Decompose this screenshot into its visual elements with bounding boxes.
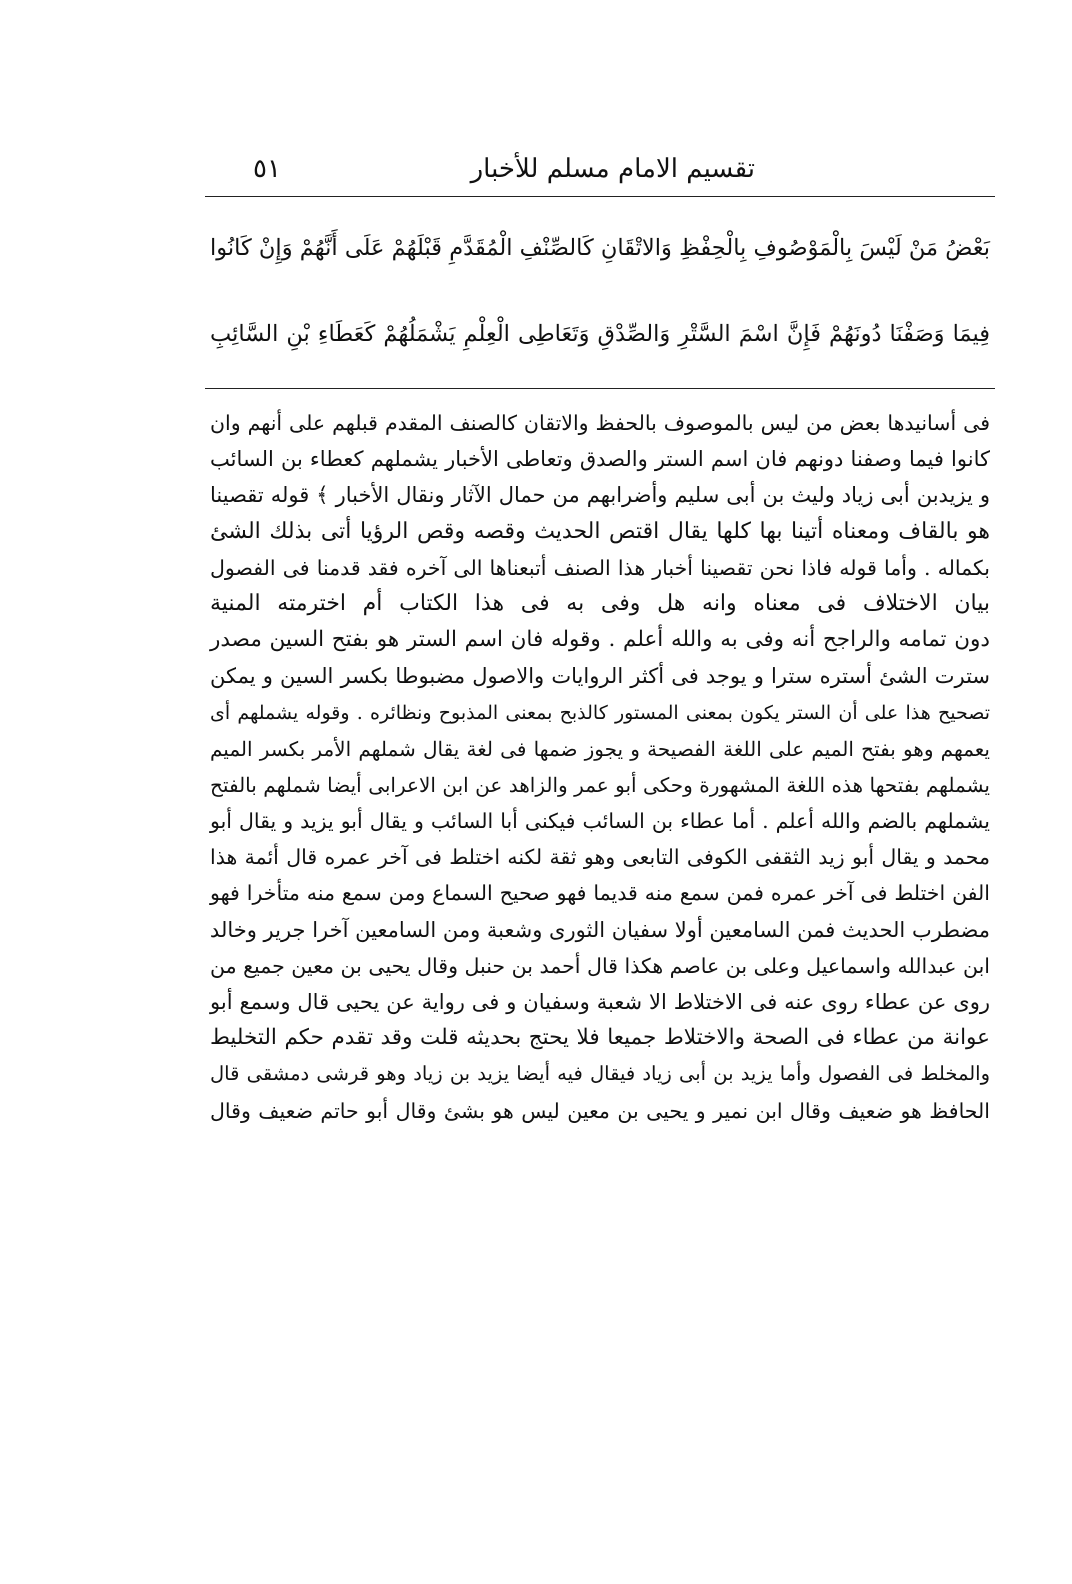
separator-rule: [205, 388, 995, 389]
commentary-line: دون تمامه والراجح أنه وفى به والله أعلم . وقوله فان اسم الستر هو بفتح السين مصدر: [210, 627, 990, 653]
main-text: [210, 208, 990, 380]
commentary-line: عوانة من عطاء فى الصحة والاختلاط جميعا فلا يحتج بحديثه قلت وقد تقدم حكم التخليط: [210, 1025, 990, 1051]
commentary-text: [210, 405, 990, 1129]
running-title: تقسيم الامام مسلم للأخبار: [470, 154, 755, 184]
commentary-line: مضطرب الحديث فمن السامعين أولا سفيان الثورى وشعبة ومن السامعين آخرا جرير وخالد: [209, 917, 990, 942]
commentary-line: الفن اختلط فى آخر عمره فمن سمع منه قديما فهو صحيح السماع ومن سمع منه متأخرا فهو: [210, 881, 990, 906]
commentary-line: سترت الشئ أستره سترا و يوجد فى أكثر الروايات والاصول مضبوطا بكسر السين و يمكن: [210, 664, 990, 689]
commentary-line: يعمهم وهو بفتح الميم على اللغة الفصيحة و يجوز ضمها فى لغة يقال شملهم الأمر بكسر الميم: [210, 736, 990, 761]
main-text-line: فِيمَا وَصَفْنَا دُونَهُمْ فَإِنَّ اسْمَ السَّتْرِ وَالصِّدْقِ وَتَعَاطِى الْعِلْمِ يَشْمَلُهُمْ كَعَطَاءِ بْنِ السَّائِبِ: [210, 321, 990, 347]
commentary-line: والمخلط فى الفصول وأما يزيد بن أبى زياد فيقال فيه أيضا يزيد بن زياد وهو قرشى دمشقى قال: [210, 1062, 990, 1086]
commentary-line: يشملهم بالضم والله أعلم . أما عطاء بن السائب فيكنى أبا السائب و يقال أبو يزيد و يقال أبو: [210, 809, 990, 834]
commentary-line: تصحيح هذا على أن الستر يكون بمعنى المستور كالذبح بمعنى المذبوح ونظائره . وقوله يشملهم أى: [210, 701, 990, 724]
commentary-line: الحافظ هو ضعيف وقال ابن نمير و يحيى بن معين ليس هو بشئ وقال أبو حاتم ضعيف وقال: [210, 1098, 990, 1123]
commentary-line: ابن عبدالله واسماعيل وعلى بن عاصم هكذا قال أحمد بن حنبل وقال يحيى بن معين جميع من: [210, 953, 990, 978]
commentary-line: هو بالقاف ومعناه أتينا بها كلها يقال اقتص الحديث وقصه وقص الرؤيا أتى بذلك الشئ: [210, 518, 990, 544]
commentary-line: بيان الاختلاف فى معناه وانه هل وفى به فى هذا الكتاب أم اخترمته المنية: [210, 590, 990, 616]
commentary-line: و يزيدبن أبى زياد وليث بن أبى سليم وأضرابهم من حمال الآثار ونقال الأخبار ﴾ قوله تقصينا: [210, 483, 990, 508]
commentary-line: بكماله . وأما قوله فاذا نحن تقصينا أخبار هذا الصنف أتبعناها الى آخره فقد قدمنا فى الفصول: [210, 555, 990, 580]
commentary-line: روى عن عطاء روى عنه فى الاختلاط الا شعبة وسفيان و فى رواية عن يحيى قال وسمع أبو: [210, 990, 990, 1014]
commentary-line: كانوا فيما وصفنا دونهم فان اسم الستر والصدق وتعاطى الأخبار يشملهم كعطاء بن السائب: [210, 447, 990, 472]
commentary-line: محمد و يقال أبو زيد الثقفى الكوفى التابعى وهو ثقة لكنه اختلط فى آخر عمره قال أئمة هذا: [210, 845, 990, 870]
header-rule: [205, 196, 995, 197]
page-number: ٥١: [253, 154, 281, 184]
running-header: [205, 150, 995, 192]
commentary-line: يشملهم بفتحها هذه اللغة المشهورة وحكى أبو عمر والزاهد عن ابن الاعرابى أيضا شملهم بالفتح: [210, 772, 990, 797]
main-text-line: بَعْضُ مَنْ لَيْسَ بِالْمَوْصُوفِ بِالْحِفْظِ وَالاتْقَانِ كَالصِّنْفِ الْمُقَدَّمِ قَبْلَهُمْ عَلَى أَنَّهُمْ وَإِنْ كَانُوا: [210, 235, 990, 261]
commentary-line: فى أسانيدها بعض من ليس بالموصوف بالحفظ والاتقان كالصنف المقدم قبلهم على أنهم وان: [210, 411, 990, 435]
